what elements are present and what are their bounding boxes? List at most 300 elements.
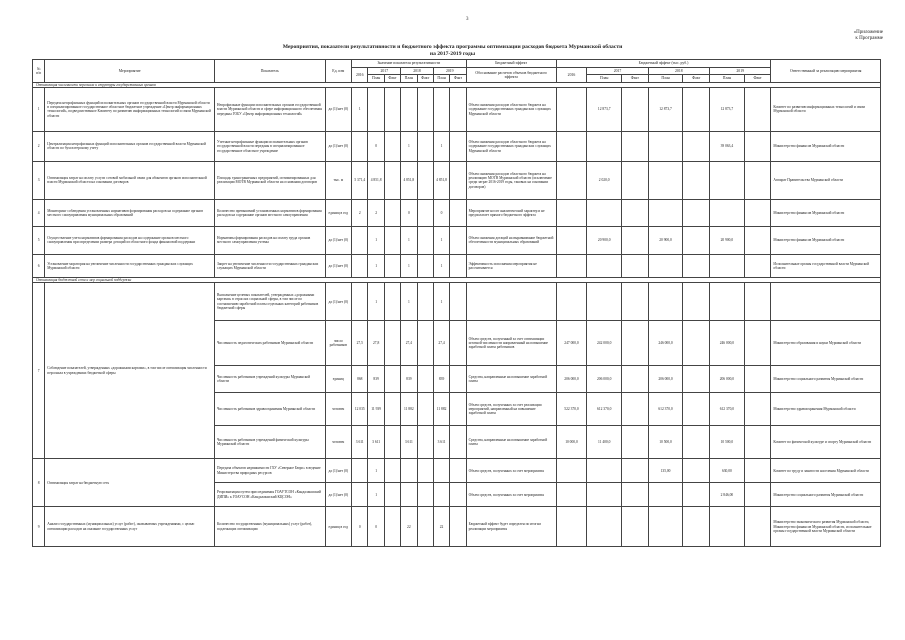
- indicator-cell: Учетные непрофильные функции исполнительных органов государственной власти переданы в специализированное государственное областное учреждение: [215, 131, 325, 161]
- effect-2019-fact: [744, 483, 771, 507]
- value-2019-fact: [450, 366, 466, 393]
- indicator-cell: Реорганизация путем присоединения ГОАУТСОН «Кандалакшский ДИПИ» к ГОАУСОН «Кандалакшский КЦСОН»: [215, 483, 325, 507]
- measure-cell: Установление моратория на увеличение численности государственных гражданских служащих Мурманской области: [45, 254, 215, 277]
- effect-2018-fact: [683, 254, 710, 277]
- header-responsible: Ответственный за реализацию мероприятия: [771, 60, 881, 83]
- budget-effect-desc: Объем средств, полученных за счет мероприятия: [466, 483, 556, 507]
- responsible-cell: Министерство финансов Мурманской области: [771, 199, 881, 226]
- header-year-2016: 2016: [352, 68, 368, 83]
- value-2017-fact: [384, 366, 400, 393]
- effect-2019-plan: [710, 199, 745, 226]
- unit-cell: да (1)/нет (0): [325, 283, 352, 321]
- value-2017-fact: [384, 459, 400, 483]
- measure-cell: Анализ государственных (муниципальных) услуг (работ), оказываемых учреждениями, с целью оптимизации расходов на оказание государственных услуг: [45, 507, 215, 547]
- value-2018-fact: [417, 283, 433, 321]
- effect-2017-fact: [622, 483, 649, 507]
- value-2019-plan: 3 611: [433, 426, 449, 459]
- table-row: [33, 283, 881, 321]
- effect-2019-plan: [710, 161, 745, 199]
- effect-2016: [556, 254, 587, 277]
- appendix-label: [854, 30, 883, 42]
- header-plan: План: [433, 75, 449, 82]
- measure-cell: Оптимизация затрат на оплату услуги сотовой мобильной связи для абонентов органов исполнительной власти Мурманской области на основании договоров: [45, 161, 215, 199]
- value-2018-plan: [401, 483, 417, 507]
- value-2017-plan: 0: [368, 507, 384, 547]
- value-2017-plan: 3 611: [368, 426, 384, 459]
- effect-2019-plan: [710, 254, 745, 277]
- effect-2019-fact: [744, 131, 771, 161]
- value-2017-plan: 27,8: [368, 321, 384, 366]
- budget-effect-desc: Мероприятие носит аналитический характер и не предполагает прямого бюджетного эффекта: [466, 199, 556, 226]
- effect-2018-plan: [648, 131, 683, 161]
- responsible-cell: Комитет по физической культуре и спорту Мурманской области: [771, 426, 881, 459]
- value-2017-plan: 1: [368, 483, 384, 507]
- value-2019-plan: 27,4: [433, 321, 449, 366]
- budget-effect-desc: Объем снижения расходов областного бюджета на содержание государственных гражданских служащих Мурманской области: [466, 87, 556, 131]
- effect-2017-plan: [587, 131, 622, 161]
- budget-effect-desc: Объем средств, полученный за счет оптимизации штатной численности направленный на повышение заработной платы работников: [466, 321, 556, 366]
- appendix-line-2: к Программе: [855, 36, 883, 41]
- value-2016: 3 611: [352, 426, 368, 459]
- effect-2017-plan: 20 900,0: [587, 226, 622, 254]
- effect-2019-fact: [744, 283, 771, 321]
- effect-2018-fact: [683, 87, 710, 131]
- title-line-2: на 2017-2019 годы: [429, 51, 476, 57]
- value-2018-fact: [417, 321, 433, 366]
- effect-2019-plan: 12 873,7: [710, 87, 745, 131]
- table-row: [33, 459, 881, 483]
- effect-2017-plan: 242 000,0: [587, 321, 622, 366]
- responsible-cell: Министерство финансов Мурманской области: [771, 226, 881, 254]
- value-2017-fact: [384, 321, 400, 366]
- value-2016: [352, 483, 368, 507]
- value-2018-fact: [417, 426, 433, 459]
- effect-2018-fact: [683, 459, 710, 483]
- budget-effect-desc: Объем средств, полученных за счет реализации мероприятий, направленный на повышение заработной платы: [466, 393, 556, 426]
- indicator-cell: Численность работников учреждений физической культуры Мурманской области: [215, 426, 325, 459]
- header-plan: План: [401, 75, 417, 82]
- effect-2018-plan: 206 000,0: [648, 366, 683, 393]
- value-2016: [352, 131, 368, 161]
- indicator-cell: Нормативы формирования расходов на оплату труда органов местного самоуправления учтены: [215, 226, 325, 254]
- effect-2016: 247 000,0: [556, 321, 587, 366]
- value-2019-fact: [450, 226, 466, 254]
- responsible-cell: Министерство экономического развития Мурманской области, Министерство финансов Мурманской области, исполнительные органы государственной власти Мурманской области: [771, 507, 881, 547]
- effect-2016: [556, 226, 587, 254]
- row-number: 7: [33, 283, 45, 459]
- unit-cell: единиц в год: [325, 507, 352, 547]
- effect-2019-plan: [710, 507, 745, 547]
- value-2017-fact: [384, 226, 400, 254]
- indicator-cell: Площадь трансграничных предприятий, оптимизированных для реализации МОТВ Мурманской области на основании договоров: [215, 161, 325, 199]
- effect-2017-fact: [622, 87, 649, 131]
- effect-2016: 206 000,0: [556, 366, 587, 393]
- indicator-cell: Численность работников учреждений культуры Мурманской области: [215, 366, 325, 393]
- value-2017-plan: 1: [368, 254, 384, 277]
- value-2018-plan: 1: [401, 254, 417, 277]
- responsible-cell: Министерство образования и науки Мурманской области: [771, 321, 881, 366]
- effect-2017-plan: [587, 283, 622, 321]
- value-2019-plan: 1: [433, 131, 449, 161]
- value-2019-plan: 0: [433, 199, 449, 226]
- effect-2016: [556, 199, 587, 226]
- effect-2016: [556, 131, 587, 161]
- budget-effect-desc: Бюджетный эффект будет определен по итогам реализации мероприятия: [466, 507, 556, 547]
- effect-2018-plan: [648, 161, 683, 199]
- value-2019-plan: 11 882: [433, 393, 449, 426]
- effect-2019-plan: 20 900,0: [710, 226, 745, 254]
- effect-2016: [556, 459, 587, 483]
- value-2019-fact: [450, 161, 466, 199]
- value-2019-plan: 22: [433, 507, 449, 547]
- value-2018-plan: [401, 87, 417, 131]
- unit-cell: тыс. м: [325, 161, 352, 199]
- measure-cell: Мониторинг соблюдения установленных нормативов формирования расходов на содержание органов местного самоуправления муниципальных образований: [45, 199, 215, 226]
- effect-2019-fact: [744, 459, 771, 483]
- value-2017-fact: [384, 87, 400, 131]
- budget-effect-desc: Средства, направленные на повышение заработной платы: [466, 426, 556, 459]
- table-row: [33, 507, 881, 547]
- value-2018-fact: [417, 199, 433, 226]
- value-2017-fact: [384, 161, 400, 199]
- header-fact: Факт: [744, 75, 771, 82]
- header-plan: План: [587, 75, 622, 82]
- value-2018-fact: [417, 87, 433, 131]
- header-fact: Факт: [384, 75, 400, 82]
- value-2019-fact: [450, 483, 466, 507]
- value-2017-fact: [384, 283, 400, 321]
- value-2018-plan: 1: [401, 283, 417, 321]
- value-2018-plan: 27,4: [401, 321, 417, 366]
- value-2018-fact: [417, 226, 433, 254]
- row-number: 6: [33, 254, 45, 277]
- effect-2017-fact: [622, 321, 649, 366]
- effect-2017-fact: [622, 393, 649, 426]
- measure-cell: Оптимизация затрат на бюджетную сеть: [45, 459, 215, 507]
- header-indicator: Показатель: [215, 60, 325, 83]
- unit-cell: да (1)/нет (0): [325, 459, 352, 483]
- value-2016: 0: [352, 507, 368, 547]
- effect-2017-plan: 2 020,0: [587, 161, 622, 199]
- value-2018-plan: 839: [401, 366, 417, 393]
- effect-2018-plan: [648, 283, 683, 321]
- effect-2018-plan: 246 000,0: [648, 321, 683, 366]
- value-2019-fact: [450, 283, 466, 321]
- effect-2018-fact: [683, 426, 710, 459]
- table-row: [33, 226, 881, 254]
- effect-2019-plan: 246 000,0: [710, 321, 745, 366]
- effect-2018-fact: [683, 507, 710, 547]
- header-budget-effect-amount: Бюджетный эффект (тыс. руб.): [556, 60, 771, 68]
- effect-2018-plan: [648, 483, 683, 507]
- indicator-cell: Численность педагогических работников Мурманской области: [215, 321, 325, 366]
- value-2019-fact: [450, 507, 466, 547]
- effect-2019-fact: [744, 254, 771, 277]
- table-row: [33, 199, 881, 226]
- indicator-cell: Передача объектов недвижимости ГБУ «Северное Бюро» в ведение Министерства природных ресурсов: [215, 459, 325, 483]
- value-2019-plan: 1: [433, 226, 449, 254]
- value-2018-plan: 11 882: [401, 393, 417, 426]
- effect-2016: 522 370,0: [556, 393, 587, 426]
- value-2016: 27,5: [352, 321, 368, 366]
- header-be-year-2019: 2019: [710, 68, 771, 75]
- header-num: № п/п: [33, 60, 45, 83]
- value-2017-fact: [384, 254, 400, 277]
- budget-effect-desc: Объем снижения дотаций на выравнивание бюджетной обеспеченности муниципальных образований: [466, 226, 556, 254]
- effect-2017-fact: [622, 283, 649, 321]
- effect-2018-fact: [683, 366, 710, 393]
- value-2019-plan: 1: [433, 254, 449, 277]
- unit-cell: да (1)/нет (0): [325, 131, 352, 161]
- value-2018-fact: [417, 131, 433, 161]
- effect-2018-plan: 612 370,0: [648, 393, 683, 426]
- value-2018-plan: 1: [401, 226, 417, 254]
- value-2019-plan: [433, 87, 449, 131]
- header-be-year-2018: 2018: [648, 68, 709, 75]
- effect-2018-fact: [683, 226, 710, 254]
- responsible-cell: [771, 283, 881, 321]
- effect-2018-plan: [648, 507, 683, 547]
- indicator-cell: Численность работников здравоохранения Мурманской области: [215, 393, 325, 426]
- header-plan: План: [648, 75, 683, 82]
- effect-2018-plan: [648, 199, 683, 226]
- header-measure: Мероприятие: [45, 60, 215, 83]
- responsible-cell: Министерство здравоохранения Мурманской области: [771, 393, 881, 426]
- effect-2019-fact: [744, 507, 771, 547]
- section-title: Оптимизация численности персонала и структуры государственных органов: [33, 82, 881, 87]
- value-2016: 2: [352, 199, 368, 226]
- effect-2018-fact: [683, 283, 710, 321]
- value-2017-plan: 1: [368, 226, 384, 254]
- value-2019-fact: [450, 321, 466, 366]
- effect-2018-plan: [648, 254, 683, 277]
- page-number: 3: [466, 17, 469, 22]
- row-number: 4: [33, 199, 45, 226]
- effect-2019-fact: [744, 321, 771, 366]
- row-number: 8: [33, 459, 45, 507]
- effect-2018-fact: [683, 161, 710, 199]
- value-2018-plan: 4 851,8: [401, 161, 417, 199]
- effect-2017-fact: [622, 459, 649, 483]
- value-2017-plan: [368, 87, 384, 131]
- indicator-cell: Запрет на увеличение численности государственных гражданских служащих Мурманской области: [215, 254, 325, 277]
- value-2018-plan: 3 611: [401, 426, 417, 459]
- effect-2019-fact: [744, 161, 771, 199]
- value-2018-fact: [417, 366, 433, 393]
- header-fact: Факт: [622, 75, 649, 82]
- indicator-cell: Количество государственных (муниципальных) услуг (работ), подлежащих оптимизации: [215, 507, 325, 547]
- header-budget-effect: Бюджетный эффект: [466, 60, 556, 68]
- effect-2019-plan: 612 370,0: [710, 393, 745, 426]
- value-2017-fact: [384, 393, 400, 426]
- value-2017-fact: [384, 131, 400, 161]
- unit-cell: единиц в год: [325, 199, 352, 226]
- effect-2016: [556, 483, 587, 507]
- effect-2017-fact: [622, 226, 649, 254]
- value-2016: 868: [352, 366, 368, 393]
- indicator-cell: Непрофильные функции исполнительных органов государственной власти Мурманской области и сфере информационного обеспечения переданы ГОБУ «Центр информационных технологий»: [215, 87, 325, 131]
- unit-cell: да (1)/нет (0): [325, 226, 352, 254]
- effect-2017-fact: [622, 366, 649, 393]
- effect-2019-fact: [744, 393, 771, 426]
- effect-2017-fact: [622, 161, 649, 199]
- value-2019-plan: 1: [433, 283, 449, 321]
- effect-2016: [556, 87, 587, 131]
- effect-2019-fact: [744, 199, 771, 226]
- header-year-2019: 2019: [433, 68, 466, 75]
- value-2017-fact: [384, 199, 400, 226]
- value-2019-plan: 4 851,8: [433, 161, 449, 199]
- effect-2018-plan: 12 873,7: [648, 87, 683, 131]
- value-2017-fact: [384, 507, 400, 547]
- header-fact: Факт: [683, 75, 710, 82]
- effect-2018-fact: [683, 393, 710, 426]
- unit-cell: да (1)/нет (0): [325, 254, 352, 277]
- responsible-cell: Комитет по развитию информационных технологий и связи Мурманской области: [771, 87, 881, 131]
- value-2019-fact: [450, 199, 466, 226]
- effect-2017-fact: [622, 254, 649, 277]
- value-2019-fact: [450, 87, 466, 131]
- header-year-2017: 2017: [368, 68, 401, 75]
- document-title: [0, 44, 905, 58]
- value-2016: 5 371,4: [352, 161, 368, 199]
- value-2016: [352, 459, 368, 483]
- value-2018-fact: [417, 161, 433, 199]
- value-2016: 12 035: [352, 393, 368, 426]
- value-2019-plan: 839: [433, 366, 449, 393]
- value-2019-fact: [450, 426, 466, 459]
- row-number: 1: [33, 87, 45, 131]
- measure-cell: Передача непрофильных функций исполнительных органов государственной власти Мурманской области в специализированное государственное областное бюджетное учреждение «Центр информационных технологий», подведомственное Комитету по развитию информационных технологий и связи Мурманской области: [45, 87, 215, 131]
- effect-2018-plan: 10 500,0: [648, 426, 683, 459]
- header-budget-effect-desc: Обоснование расчетов объемов бюджетного эффекта: [466, 68, 556, 83]
- effect-2019-fact: [744, 226, 771, 254]
- table-row: [33, 161, 881, 199]
- measures-table: [32, 59, 881, 547]
- unit-cell: человек: [325, 426, 352, 459]
- value-2019-fact: [450, 254, 466, 277]
- value-2019-fact: [450, 393, 466, 426]
- value-2019-fact: [450, 131, 466, 161]
- row-number: 3: [33, 161, 45, 199]
- effect-2018-fact: [683, 199, 710, 226]
- budget-effect-desc: Средства, направленные на повышение заработной платы: [466, 366, 556, 393]
- value-2019-fact: [450, 459, 466, 483]
- effect-2018-fact: [683, 131, 710, 161]
- value-2018-fact: [417, 393, 433, 426]
- value-2018-fact: [417, 507, 433, 547]
- effect-2019-plan: 206 000,0: [710, 366, 745, 393]
- effect-2018-fact: [683, 483, 710, 507]
- header-be-year-2016: 2016: [556, 68, 587, 83]
- table-row: [33, 131, 881, 161]
- value-2018-fact: [417, 483, 433, 507]
- effect-2019-plan: 630,00: [710, 459, 745, 483]
- header-fact: Факт: [450, 75, 466, 82]
- unit-cell: человек: [325, 393, 352, 426]
- effect-2017-plan: [587, 459, 622, 483]
- effect-2017-plan: [587, 199, 622, 226]
- effect-2016: 10 000,0: [556, 426, 587, 459]
- unit-cell: число работников: [325, 321, 352, 366]
- value-2017-plan: 2: [368, 199, 384, 226]
- measure-cell: Осуществление учета нормативов формирования расходов на содержание органов местного самоуправления при определении размера дотаций из областного фонда финансовой поддержки: [45, 226, 215, 254]
- effect-2017-plan: [587, 254, 622, 277]
- effect-2017-fact: [622, 199, 649, 226]
- row-number: 2: [33, 131, 45, 161]
- effect-2017-plan: 612 370,0: [587, 393, 622, 426]
- header-indicator-values: Значение показателя результативности: [352, 60, 467, 68]
- header-plan: План: [710, 75, 745, 82]
- header-be-year-2017: 2017: [587, 68, 648, 75]
- effect-2019-plan: [710, 283, 745, 321]
- value-2016: [352, 283, 368, 321]
- unit-cell: да (1)/нет (0): [325, 483, 352, 507]
- budget-effect-desc: Объем снижения расходов областного бюджета на содержание государственных гражданских служащих Мурманской области: [466, 131, 556, 161]
- budget-effect-desc: Эффективность исполнения мероприятия не рассчитывается: [466, 254, 556, 277]
- budget-effect-desc: [466, 283, 556, 321]
- value-2018-plan: [401, 459, 417, 483]
- effect-2019-plan: 39 063,4: [710, 131, 745, 161]
- row-number: 5: [33, 226, 45, 254]
- value-2018-fact: [417, 254, 433, 277]
- value-2017-plan: 1: [368, 283, 384, 321]
- effect-2019-fact: [744, 366, 771, 393]
- effect-2017-plan: [587, 483, 622, 507]
- value-2016: 1: [352, 87, 368, 131]
- value-2016: [352, 254, 368, 277]
- effect-2016: [556, 507, 587, 547]
- effect-2017-fact: [622, 507, 649, 547]
- effect-2017-fact: [622, 426, 649, 459]
- appendix-line-1: «Приложение: [853, 30, 883, 35]
- value-2016: [352, 226, 368, 254]
- indicator-cell: Выполнение целевых показателей, утвержденных «дорожными картами» в отраслях социальной сферы, в том числе по соотношению заработной платы отдельных категорий работников бюджетной сферы: [215, 283, 325, 321]
- budget-effect-desc: Объем средств, полученных за счет мероприятия: [466, 459, 556, 483]
- row-number: 9: [33, 507, 45, 547]
- value-2017-plan: 839: [368, 366, 384, 393]
- measure-cell: Централизация непрофильных функций исполнительных органов государственной власти Мурманской области по бухгалтерскому учету: [45, 131, 215, 161]
- responsible-cell: Министерство финансов Мурманской области: [771, 131, 881, 161]
- value-2018-fact: [417, 459, 433, 483]
- value-2017-plan: 4 851,8: [368, 161, 384, 199]
- responsible-cell: Аппарат Правительства Мурманской области: [771, 161, 881, 199]
- value-2019-plan: [433, 483, 449, 507]
- responsible-cell: Исполнительные органы государственной власти Мурманской области: [771, 254, 881, 277]
- responsible-cell: Министерство социального развития Мурманской области: [771, 366, 881, 393]
- section-title: Оптимизация бюджетной сети и мер социальной поддержки: [33, 277, 881, 282]
- indicator-cell: Количество превышений установленных нормативов формирования расходов на содержание органов местного самоуправления: [215, 199, 325, 226]
- header-plan: План: [368, 75, 384, 82]
- value-2017-fact: [384, 483, 400, 507]
- table-row: [33, 87, 881, 131]
- effect-2018-plan: 135,00: [648, 459, 683, 483]
- effect-2017-plan: [587, 507, 622, 547]
- effect-2017-plan: 206 000,0: [587, 366, 622, 393]
- value-2018-plan: 1: [401, 131, 417, 161]
- responsible-cell: Комитет по труду и занятости населения Мурманской области: [771, 459, 881, 483]
- responsible-cell: Министерство социального развития Мурманской области: [771, 483, 881, 507]
- effect-2017-plan: 11 400,0: [587, 426, 622, 459]
- table-row: [33, 254, 881, 277]
- value-2018-plan: 0: [401, 199, 417, 226]
- effect-2016: [556, 283, 587, 321]
- effect-2018-fact: [683, 321, 710, 366]
- effect-2017-fact: [622, 131, 649, 161]
- value-2017-plan: 0: [368, 131, 384, 161]
- value-2017-plan: 11 939: [368, 393, 384, 426]
- effect-2019-plan: 2 846,00: [710, 483, 745, 507]
